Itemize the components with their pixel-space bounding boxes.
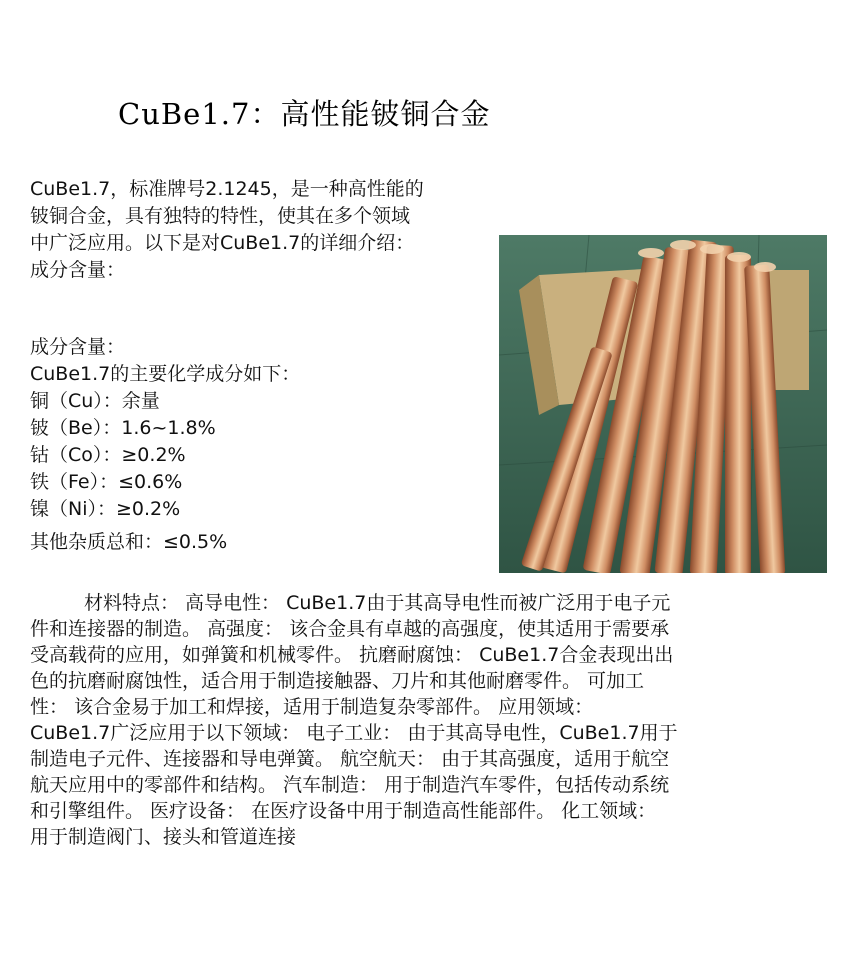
features-line: 色的抗磨耐腐蚀性，适合用于制造接触器、刀片和其他耐磨零件。 可加工	[30, 670, 645, 692]
features-line: CuBe1.7广泛应用于以下领域： 电子工业： 由于其高导电性，CuBe1.7用于	[30, 722, 678, 744]
features-line: 用于制造阀门、接头和管道连接	[30, 826, 297, 848]
features-line: 性： 该合金易于加工和焊接，适用于制造复杂零部件。 应用领域：	[30, 696, 594, 718]
features-line: 制造电子元件、连接器和导电弹簧。 航空航天： 由于其高强度，适用于航空	[30, 748, 670, 770]
composition-item-co: 钴（Co）：≥0.2%	[30, 444, 186, 466]
features-line: 材料特点： 高导电性： CuBe1.7由于其高导电性而被广泛用于电子元	[84, 592, 671, 614]
features-paragraph	[30, 590, 760, 850]
intro-line: 中广泛应用。以下是对CuBe1.7的详细介绍：	[30, 232, 415, 254]
intro-line: 成分含量：	[30, 259, 126, 281]
copper-rods-photo	[499, 235, 827, 573]
features-line: 和引擎组件。 医疗设备： 在医疗设备中用于制造高性能部件。 化工领域：	[30, 800, 657, 822]
intro-line: 铍铜合金，具有独特的特性，使其在多个领域	[30, 205, 411, 227]
composition-item-cu: 铜（Cu）：余量	[30, 390, 160, 412]
composition-heading: 成分含量：	[30, 336, 126, 358]
features-line: 受高载荷的应用，如弹簧和机械零件。 抗磨耐腐蚀： CuBe1.7合金表现出出	[30, 644, 674, 666]
composition-section	[30, 334, 490, 556]
composition-subheading: CuBe1.7的主要化学成分如下：	[30, 363, 301, 385]
composition-other-impurities: 其他杂质总和：≤0.5%	[30, 531, 228, 553]
composition-item-ni: 镍（Ni）：≥0.2%	[30, 498, 181, 520]
intro-line: CuBe1.7，标准牌号2.1245，是一种高性能的	[30, 178, 424, 200]
composition-item-fe: 铁（Fe）：≤0.6%	[30, 471, 183, 493]
page-title: CuBe1.7：高性能铍铜合金	[118, 97, 491, 131]
features-line: 件和连接器的制造。 高强度： 该合金具有卓越的高强度，使其适用于需要承	[30, 618, 670, 640]
intro-paragraph	[30, 176, 500, 284]
composition-item-be: 铍（Be）：1.6~1.8%	[30, 417, 216, 439]
features-line: 航天应用中的零部件和结构。 汽车制造： 用于制造汽车零件，包括传动系统	[30, 774, 670, 796]
